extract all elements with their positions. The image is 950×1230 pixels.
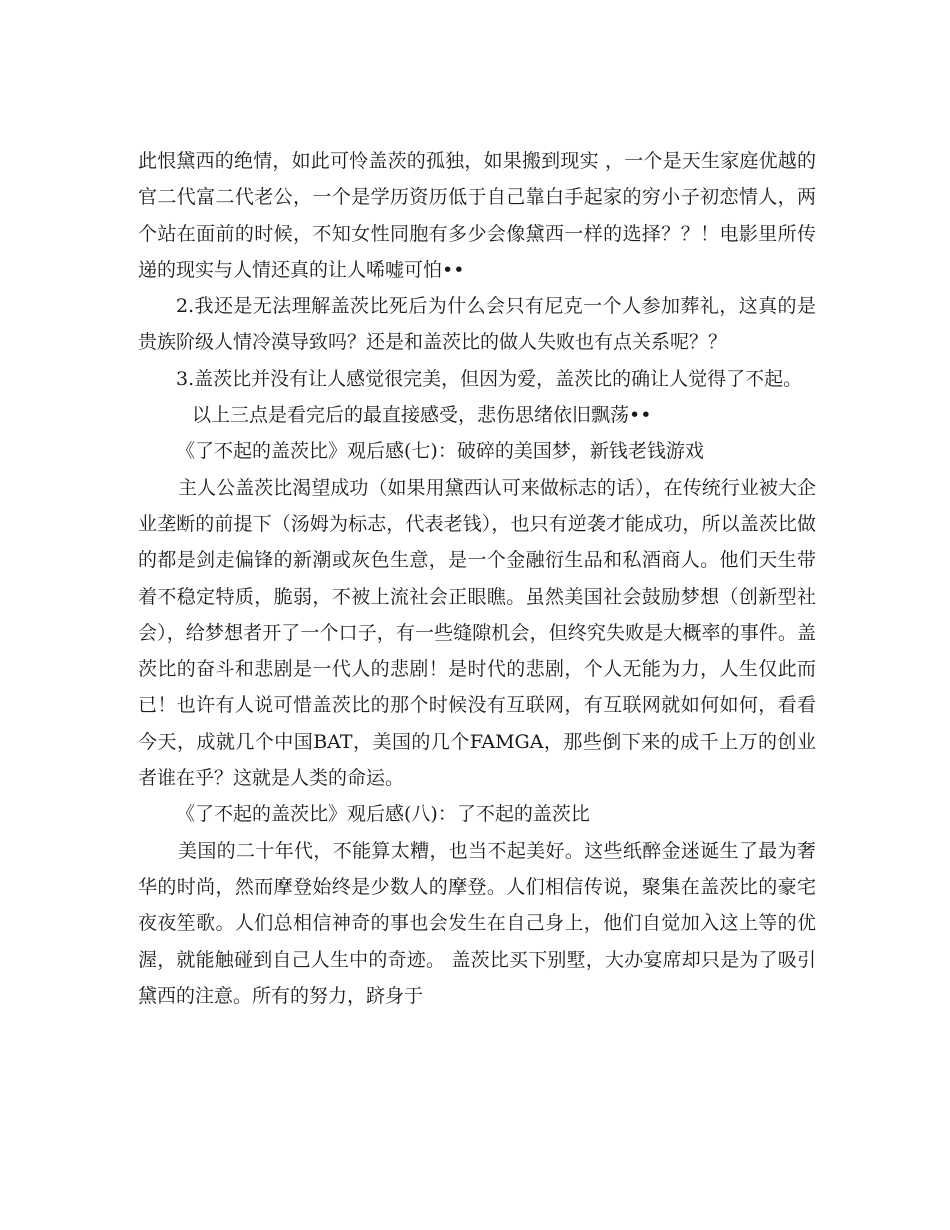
paragraph-point-2: 2.我还是无法理解盖茨比死后为什么会只有尼克一个人参加葬礼，这真的是贵族阶级人情冷漠导致吗？还是和盖茨比的做人失败也有点关系呢？？ [138,295,816,354]
section-heading-7: 《了不起的盖茨比》观后感(七)：破碎的美国梦，新钱老钱游戏 [176,440,704,463]
paragraph-section-7-body: 主人公盖茨比渴望成功（如果用黛西认可来做标志的话），在传统行业被大企业垄断的前提下（汤姆为标志，代表老钱），也只有逆袭才能成功，所以盖茨比做的都是剑走偏锋的新潮或灰色生意，是一个金融衍生品和私酒商人。他们天生带着不稳定特质，脆弱，不被上流社会正眼瞧。虽然美国社会鼓励梦想（创新型社会），给梦想者开了一个口子，有一些缝隙机会，但终究失败是大概率的事件。盖茨比的奋斗和悲剧是一代人的悲剧！是时代的悲剧，个人无能为力，人生仅此而已！也许有人说可惜盖茨比的那个时候没有互联网，有互联网就如何如何，看看今天，成就几个中国BAT，美国的几个FAMGA，那些倒下来的成千上万的创业者谁在乎？这就是人类的命运。 [138,476,816,790]
paragraph-point-3: 3.盖茨比并没有让人感觉很完美，但因为爱，盖茨比的确让人觉得了不起。 [176,367,803,390]
paragraph-daisy-choice: 此恨黛西的绝情，如此可怜盖茨的孤独，如果搬到现实 ，一个是天生家庭优越的官二代富二代老公，一个是学历资历低于自己靠白手起家的穷小子初恋情人，两个站在面前的时候，不知女性同胞有多少会像黛西一样的选择？？！电影里所传递的现实与人情还真的让人唏嘘可怕•• [138,150,816,281]
paragraph-summary: 以上三点是看完后的最直接感受，悲伤思绪依旧飘荡•• [192,404,652,427]
paragraph-section-8-body: 美国的二十年代，不能算太糟，也当不起美好。这些纸醉金迷诞生了最为奢华的时尚，然而摩登始终是少数人的摩登。人们相信传说，聚集在盖茨比的豪宅夜夜笙歌。人们总相信神奇的事也会发生在自己身上，他们自觉加入这上等的优渥，就能触碰到自己人生中的奇迹。 盖茨比买下别墅，大办宴席却只是为了吸引黛西的注意。所有的努力，跻身于 [138,839,816,1007]
section-heading-8: 《了不起的盖茨比》观后感(八)：了不起的盖茨比 [176,803,590,826]
document-page [138,143,816,1014]
